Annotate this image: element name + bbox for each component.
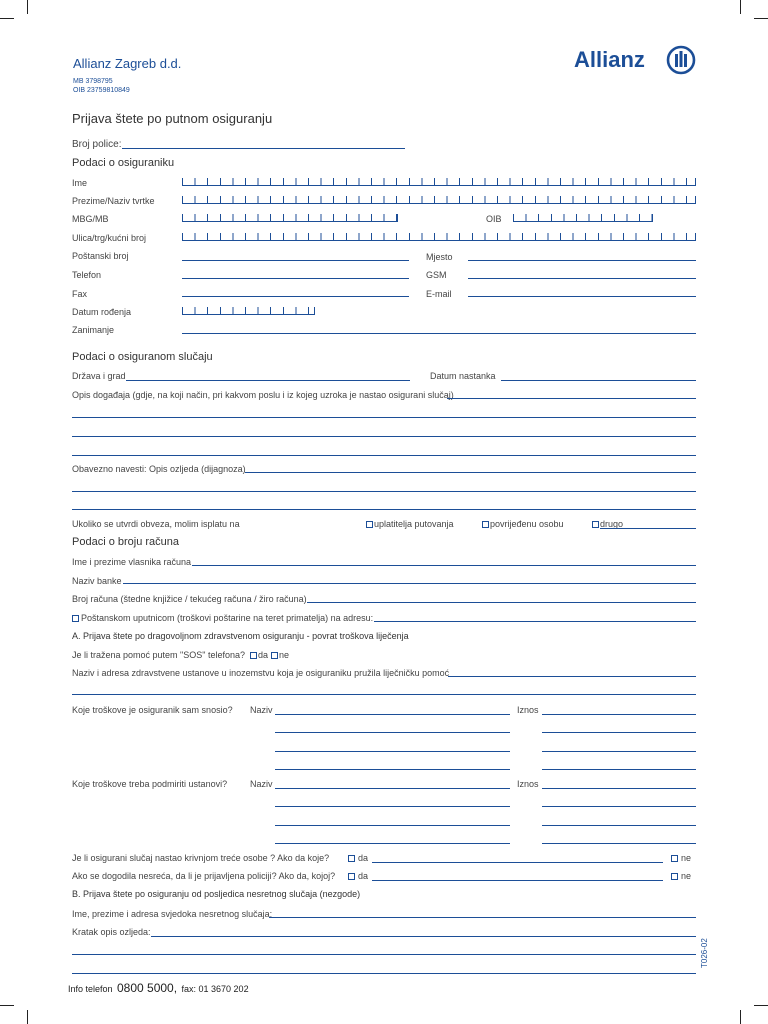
podmiriti-naziv-label: Naziv <box>250 779 273 789</box>
datum-nastanka-input[interactable] <box>501 380 696 381</box>
podmiriti-label: Koje troškove treba podmiriti ustanovi? <box>72 779 228 789</box>
prezime-label: Prezime/Naziv tvrtke <box>72 196 155 206</box>
ozljeda-input[interactable] <box>245 472 696 473</box>
form-code: T026-02 <box>700 938 709 968</box>
crop-mark <box>754 1005 768 1006</box>
krivnja-da-label: da <box>358 853 369 863</box>
footer <box>68 979 249 997</box>
krivnja-ne-label: ne <box>681 853 692 863</box>
drugo-input[interactable] <box>600 528 696 529</box>
snosio-iznos-line[interactable] <box>542 732 696 733</box>
gsm-label: GSM <box>426 270 447 280</box>
telefon-label: Telefon <box>72 270 102 280</box>
podmiriti-naziv-line[interactable] <box>275 843 510 844</box>
ustanova-line[interactable] <box>72 694 696 695</box>
datum-rodenja-label: Datum rođenja <box>72 307 132 317</box>
policy-input[interactable] <box>122 148 405 149</box>
oib-input[interactable] <box>513 214 653 222</box>
vlasnik-label: Ime i prezime vlasnika računa <box>72 557 192 567</box>
banka-label: Naziv banke <box>72 576 122 586</box>
podmiriti-naziv-line[interactable] <box>275 806 510 807</box>
broj-racuna-input[interactable] <box>307 602 696 603</box>
info-telefon-label: Info telefon <box>68 984 113 994</box>
ustanova-input[interactable] <box>448 676 696 677</box>
zanimanje-label: Zanimanje <box>72 325 115 335</box>
krivnja-input[interactable] <box>372 862 663 863</box>
podmiriti-naziv-input[interactable] <box>275 788 510 789</box>
snosio-iznos-input[interactable] <box>542 714 696 715</box>
email-label: E-mail <box>426 289 452 299</box>
svjedok-label: Ime, prezime i adresa svjedoka nesretnog slučaja: <box>72 909 273 919</box>
kratak-line[interactable] <box>72 973 696 974</box>
allianz-eagle-icon <box>666 45 696 75</box>
mbg-input[interactable] <box>182 214 398 222</box>
company-oib: OIB 23759810849 <box>73 87 130 94</box>
krivnja-label: Je li osigurani slučaj nastao krivnjom treće osobe ? Ako da koje? <box>72 853 330 863</box>
gsm-input[interactable] <box>468 278 696 279</box>
krivnja-da-checkbox[interactable] <box>348 855 355 862</box>
opis-input[interactable] <box>447 398 696 399</box>
drzava-label: Država i grad <box>72 371 126 381</box>
podmiriti-naziv-line[interactable] <box>275 825 510 826</box>
incident-heading: Podaci o osiguranom slučaju <box>72 351 213 363</box>
sos-ne-label: ne <box>279 650 290 660</box>
isplata-label: Ukoliko se utvrdi obveza, molim isplatu na <box>72 519 240 529</box>
nesreca-label: Ako se dogodila nesreća, da li je prijavljena policiji? Ako da, kojoj? <box>72 871 336 881</box>
ulica-input[interactable] <box>182 233 696 241</box>
drugo-checkbox[interactable] <box>592 521 599 528</box>
mjesto-input[interactable] <box>468 260 696 261</box>
ozljeda-line[interactable] <box>72 509 696 510</box>
company-name: Allianz Zagreb d.d. <box>73 56 182 71</box>
snosio-naziv-label: Naziv <box>250 705 273 715</box>
podmiriti-iznos-input[interactable] <box>542 788 696 789</box>
snosio-naziv-line[interactable] <box>275 751 510 752</box>
section-a-heading: A. Prijava štete po dragovoljnom zdravstvenom osiguranju - povrat troškova liječenja <box>72 631 409 641</box>
krivnja-ne-checkbox[interactable] <box>671 855 678 862</box>
datum-rodenja-input[interactable] <box>182 307 315 315</box>
form-title: Prijava štete po putnom osiguranju <box>72 111 273 126</box>
company-mb: MB 3798795 <box>73 78 113 85</box>
nesreca-da-label: da <box>358 871 369 881</box>
kratak-line[interactable] <box>72 954 696 955</box>
prezime-input[interactable] <box>182 196 696 204</box>
podmiriti-iznos-label: Iznos <box>517 779 539 789</box>
snosio-naziv-line[interactable] <box>275 732 510 733</box>
zanimanje-input[interactable] <box>182 333 696 334</box>
banka-input[interactable] <box>123 583 696 584</box>
opis-line[interactable] <box>72 417 696 418</box>
postanska-input[interactable] <box>374 621 696 622</box>
sos-ne-checkbox[interactable] <box>271 652 278 659</box>
ime-input[interactable] <box>182 178 696 186</box>
uplatitelja-checkbox[interactable] <box>366 521 373 528</box>
ime-label: Ime <box>72 178 88 188</box>
ozljeda-label: Obavezno navesti: Opis ozljeda (dijagnoza) <box>72 464 246 474</box>
info-phone: 0800 5000, <box>117 981 178 995</box>
uplatitelja-label: uplatitelja putovanja <box>374 519 454 529</box>
postanski-label: Poštanski broj <box>72 251 129 261</box>
povrijedenu-checkbox[interactable] <box>482 521 489 528</box>
section-b-heading: B. Prijava štete po osiguranju od posljedica nesretnog slučaja (nezgode) <box>72 889 361 899</box>
broj-racuna-label: Broj računa (štedne knjižice / tekućeg računa / žiro računa) <box>72 594 307 604</box>
sos-label: Je li tražena pomoć putem "SOS" telefona? <box>72 650 245 660</box>
postanska-label: Poštanskom uputnicom (troškovi poštarine na teret primatelja) na adresu: <box>81 613 374 623</box>
info-fax: fax: 01 3670 202 <box>181 984 249 994</box>
drzava-input[interactable] <box>126 380 410 381</box>
ulica-label: Ulica/trg/kućni broj <box>72 233 147 243</box>
allianz-logo-text: Allianz <box>574 47 645 72</box>
allianz-logo <box>574 45 698 77</box>
snosio-iznos-line[interactable] <box>542 769 696 770</box>
crop-mark <box>0 18 14 19</box>
postanski-input[interactable] <box>182 260 409 261</box>
kratak-input[interactable] <box>151 936 696 937</box>
sos-da-checkbox[interactable] <box>250 652 257 659</box>
kratak-label: Kratak opis ozljeda: <box>72 927 151 937</box>
crop-mark <box>754 18 768 19</box>
opis-line[interactable] <box>72 455 696 456</box>
podmiriti-iznos-line[interactable] <box>542 806 696 807</box>
snosio-naziv-input[interactable] <box>275 714 510 715</box>
crop-mark <box>27 0 28 14</box>
nesreca-da-checkbox[interactable] <box>348 873 355 880</box>
snosio-label: Koje troškove je osiguranik sam snosio? <box>72 705 233 715</box>
oib-label: OIB <box>486 214 502 224</box>
drugo-label: drugo <box>600 519 624 529</box>
podmiriti-iznos-line[interactable] <box>542 843 696 844</box>
policy-label: Broj police: <box>72 139 122 150</box>
nesreca-ne-label: ne <box>681 871 692 881</box>
ustanova-label: Naziv i adresa zdravstvene ustanove u inozemstvu koja je osiguraniku pružila liječničku pomoć <box>72 668 450 678</box>
podmiriti-iznos-line[interactable] <box>542 825 696 826</box>
svjedok-input[interactable] <box>269 917 696 918</box>
email-input[interactable] <box>468 296 696 297</box>
nesreca-input[interactable] <box>372 880 663 881</box>
mbg-label: MBG/MB <box>72 214 109 224</box>
insured-heading: Podaci o osiguraniku <box>72 157 175 169</box>
snosio-naziv-line[interactable] <box>275 769 510 770</box>
postanska-checkbox[interactable] <box>72 615 79 622</box>
snosio-iznos-label: Iznos <box>517 705 539 715</box>
fax-label: Fax <box>72 289 88 299</box>
fax-input[interactable] <box>182 296 409 297</box>
datum-nastanka-label: Datum nastanka <box>430 371 496 381</box>
sos-da-label: da <box>258 650 269 660</box>
mjesto-label: Mjesto <box>426 252 453 262</box>
snosio-iznos-line[interactable] <box>542 751 696 752</box>
nesreca-ne-checkbox[interactable] <box>671 873 678 880</box>
telefon-input[interactable] <box>182 278 409 279</box>
account-heading: Podaci o broju računa <box>72 536 180 548</box>
vlasnik-input[interactable] <box>192 565 696 566</box>
ozljeda-line[interactable] <box>72 491 696 492</box>
opis-line[interactable] <box>72 436 696 437</box>
povrijedenu-label: povrijeđenu osobu <box>490 519 564 529</box>
crop-mark <box>740 1010 741 1024</box>
crop-mark <box>0 1005 14 1006</box>
crop-mark <box>740 0 741 14</box>
crop-mark <box>27 1010 28 1024</box>
opis-label: Opis događaja (gdje, na koji način, pri kakvom poslu i iz kojeg uzroka je nastao osigurani slučaj) <box>72 390 454 400</box>
